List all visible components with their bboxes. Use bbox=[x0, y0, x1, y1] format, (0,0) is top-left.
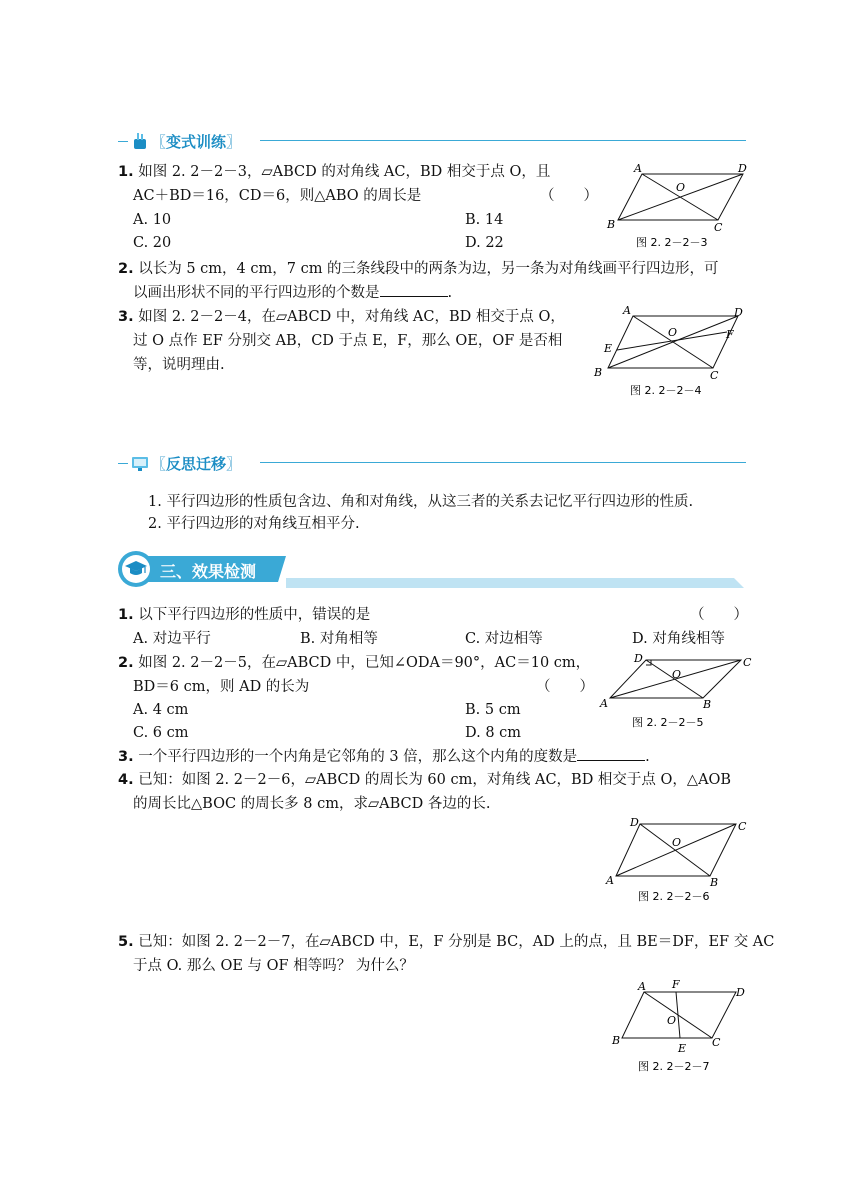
label-B: B bbox=[710, 876, 719, 889]
monitor-icon bbox=[131, 454, 149, 472]
label-O: O bbox=[676, 181, 686, 194]
label-A: A bbox=[634, 162, 642, 175]
option-c: C. 6 cm bbox=[133, 725, 189, 741]
option-b: B. 14 bbox=[465, 212, 504, 228]
variant-q3-line1: 3. 如图 2. 2－2－4，在▱ABCD 中，对角线 AC，BD 相交于点 O， bbox=[118, 309, 565, 325]
pencil-cup-icon bbox=[131, 132, 149, 150]
label-E: E bbox=[604, 342, 613, 355]
label-O: O bbox=[672, 836, 682, 849]
answer-blank[interactable] bbox=[380, 281, 448, 297]
header-dash bbox=[118, 141, 128, 142]
option-a: A. 对边平行 bbox=[133, 631, 211, 647]
header-rule bbox=[260, 462, 746, 463]
figure-2-2-2-7 bbox=[608, 976, 758, 1076]
label-A: A bbox=[606, 874, 614, 887]
section-title-reflect: 反思迁移 bbox=[166, 454, 227, 473]
figure-caption: 图 2. 2－2－7 bbox=[638, 1060, 710, 1073]
label-B: B bbox=[703, 698, 712, 711]
variant-q1-paren: （ ） bbox=[540, 188, 598, 204]
label-A: A bbox=[638, 980, 646, 993]
test-q2-line1: 2. 如图 2. 2－2－5，在▱ABCD 中，已知∠ODA＝90°，AC＝10 cm， bbox=[118, 655, 591, 671]
label-A: A bbox=[600, 697, 608, 710]
label-C: C bbox=[714, 221, 723, 234]
figure-2-2-2-5 bbox=[596, 650, 756, 734]
option-a: A. 4 cm bbox=[133, 702, 189, 718]
test-q3-line1: 3. 一个平行四边形的一个内角是它邻角的 3 倍，那么这个内角的度数是 . bbox=[118, 745, 650, 769]
figure-caption: 图 2. 2－2－5 bbox=[632, 716, 704, 729]
section-banner-test bbox=[116, 548, 746, 590]
section-title-variant: 变式训练 bbox=[166, 132, 227, 151]
option-a: A. 10 bbox=[133, 212, 172, 228]
option-b: B. 对角相等 bbox=[300, 631, 378, 647]
header-dash bbox=[118, 463, 128, 464]
option-d: D. 8 cm bbox=[465, 725, 522, 741]
variant-q2-line2: 以画出形状不同的平行四边形的个数是 . bbox=[133, 281, 452, 305]
variant-q1-line1: 1. 如图 2. 2－2－3，▱ABCD 的对角线 AC，BD 相交于点 O，且 bbox=[118, 164, 551, 180]
test-q4-line1: 4. 已知：如图 2. 2－2－6，▱ABCD 的周长为 60 cm，对角线 AC，BD 相交于点 O，△AOB bbox=[118, 772, 732, 788]
reflect-item-1: 1. 平行四边形的性质包含边、角和对角线，从这三者的关系去记忆平行四边形的性质. bbox=[148, 494, 694, 510]
answer-blank[interactable] bbox=[577, 745, 645, 761]
graduation-cap-icon bbox=[124, 558, 148, 580]
figure-caption: 图 2. 2－2－4 bbox=[630, 384, 702, 397]
reflect-item-2: 2. 平行四边形的对角线互相平分. bbox=[148, 516, 360, 532]
label-B: B bbox=[607, 218, 616, 231]
label-C: C bbox=[712, 1036, 721, 1049]
label-B: B bbox=[594, 366, 603, 379]
label-B: B bbox=[612, 1034, 621, 1047]
test-q1-line1: 1. 以下平行四边形的性质中，错误的是 bbox=[118, 607, 371, 623]
label-D: D bbox=[630, 816, 639, 829]
option-c: C. 20 bbox=[133, 235, 172, 251]
section-title-test: 三、效果检测 bbox=[160, 562, 257, 581]
label-F: F bbox=[672, 978, 680, 991]
section-header-variant: 〖 变式训练 〗 bbox=[118, 130, 748, 152]
option-b: B. 5 cm bbox=[465, 702, 521, 718]
figure-caption: 图 2. 2－2－3 bbox=[636, 236, 708, 249]
variant-q3-line3: 等，说明理由. bbox=[133, 357, 225, 373]
test-q1-paren: （ ） bbox=[690, 607, 748, 623]
label-D: D bbox=[738, 162, 747, 175]
option-c: C. 对边相等 bbox=[465, 631, 543, 647]
test-q4-line2: 的周长比△BOC 的周长多 8 cm，求▱ABCD 各边的长. bbox=[133, 796, 491, 812]
label-D: D bbox=[734, 306, 743, 319]
variant-q2-line1: 2. 以长为 5 cm，4 cm，7 cm 的三条线段中的两条为边，另一条为对角线画平行四边形，可 bbox=[118, 261, 719, 277]
variant-q3-line2: 过 O 点作 EF 分别交 AB，CD 于点 E，F，那么 OE，OF 是否相 bbox=[133, 333, 563, 349]
figure-2-2-2-4 bbox=[590, 302, 760, 402]
test-q5-line1: 5. 已知：如图 2. 2－2－7，在▱ABCD 中，E，F 分别是 BC，AD 上的点，且 BE＝DF，EF 交 AC bbox=[118, 934, 775, 950]
label-C: C bbox=[743, 656, 752, 669]
label-O: O bbox=[668, 326, 678, 339]
label-D: D bbox=[736, 986, 745, 999]
variant-q1-line2: AC＋BD＝16，CD＝6，则△ABO 的周长是 bbox=[133, 188, 422, 204]
figure-2-2-2-6 bbox=[598, 814, 758, 906]
option-d: D. 22 bbox=[465, 235, 504, 251]
figure-caption: 图 2. 2－2－6 bbox=[638, 890, 710, 903]
label-O: O bbox=[672, 668, 682, 681]
header-rule bbox=[260, 140, 746, 141]
label-F: F bbox=[726, 328, 734, 341]
figure-2-2-2-3 bbox=[600, 158, 760, 250]
label-C: C bbox=[738, 820, 747, 833]
label-D: D bbox=[634, 652, 643, 665]
test-q2-paren: （ ） bbox=[536, 679, 594, 695]
label-C: C bbox=[710, 369, 719, 382]
label-E: E bbox=[678, 1042, 687, 1055]
test-q5-line2: 于点 O. 那么 OE 与 OF 相等吗？ 为什么？ bbox=[133, 958, 414, 974]
label-O: O bbox=[667, 1014, 677, 1027]
label-A: A bbox=[623, 304, 631, 317]
option-d: D. 对角线相等 bbox=[632, 631, 725, 647]
test-q2-line2: BD＝6 cm，则 AD 的长为 bbox=[133, 679, 310, 695]
section-header-reflect: 〖 反思迁移 〗 bbox=[118, 452, 748, 474]
